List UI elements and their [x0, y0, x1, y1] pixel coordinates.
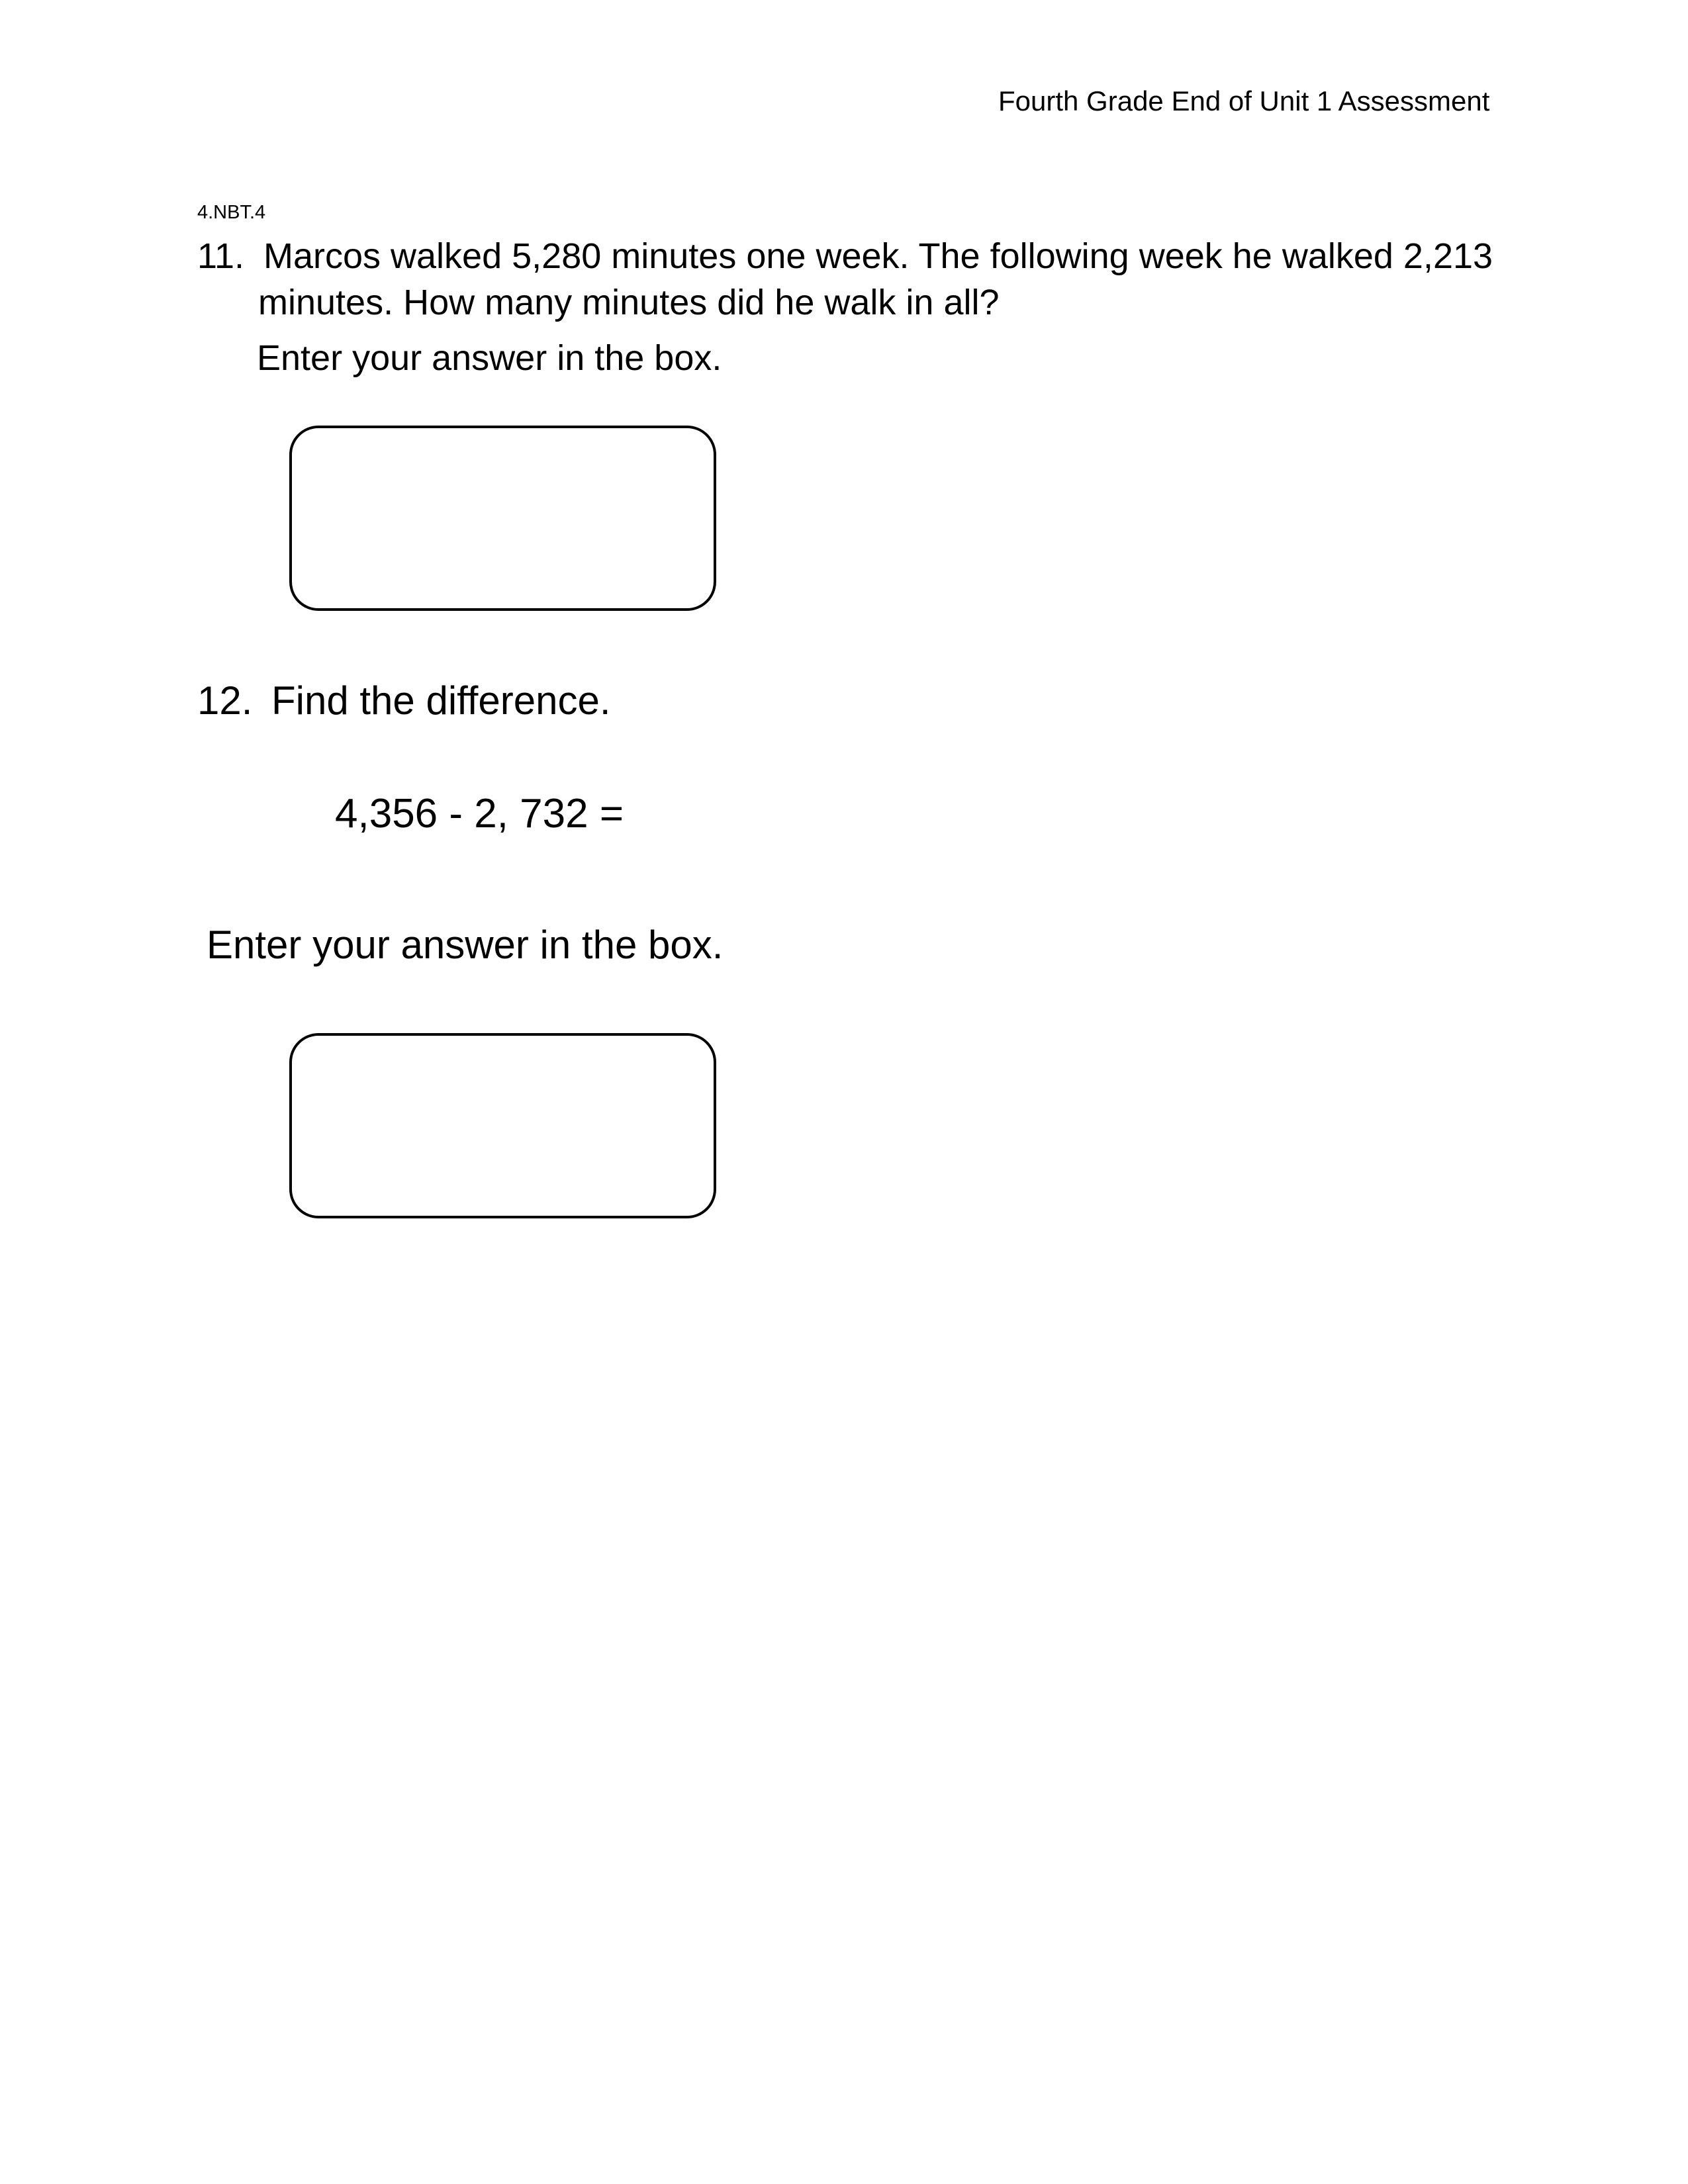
question-12-instruction: Enter your answer in the box. [207, 923, 724, 967]
question-12-answer-box[interactable] [289, 1033, 716, 1218]
standard-code: 4.NBT.4 [197, 202, 266, 223]
question-11-instruction: Enter your answer in the box. [257, 338, 722, 378]
question-12-equation: 4,356 - 2, 732 = [335, 791, 624, 837]
question-12-number: 12. [197, 678, 253, 723]
question-11-answer-box[interactable] [289, 426, 716, 611]
page-header-title: Fourth Grade End of Unit 1 Assessment [998, 85, 1490, 116]
question-12-text: Find the difference. [271, 678, 611, 723]
question-11-text-line1: Marcos walked 5,280 minutes one week. The following week he walked 2,213 [263, 236, 1493, 276]
question-11-text-line2: minutes. How many minutes did he walk in all? [258, 283, 1000, 322]
question-11-number: 11. [197, 236, 245, 276]
